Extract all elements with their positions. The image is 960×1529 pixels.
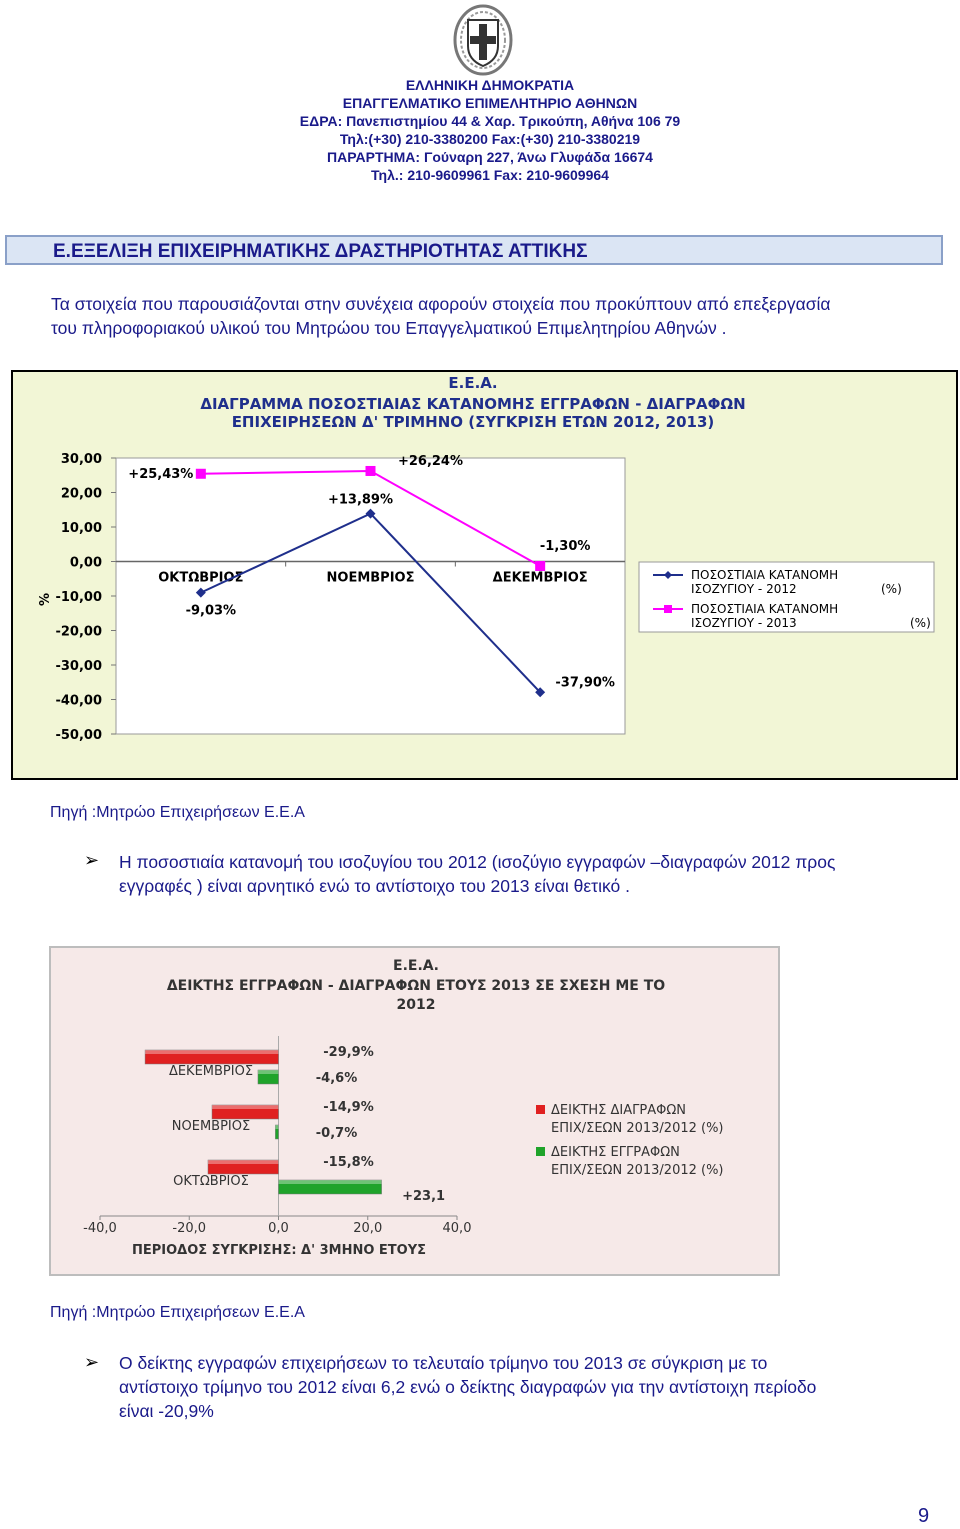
- x-category-label: ΝΟΕΜΒΡΙΟΣ: [326, 570, 415, 586]
- series-point: [196, 469, 206, 479]
- y-tick-label: -10,00: [55, 590, 102, 605]
- series-point: [366, 466, 376, 476]
- coat-of-arms-icon: [452, 2, 514, 76]
- data-label-red: -15,8%: [323, 1155, 374, 1170]
- bar-green-highlight: [258, 1070, 279, 1074]
- bar-red-highlight: [208, 1160, 279, 1164]
- balance-line-chart: [11, 370, 958, 780]
- legend-label: ΕΠΙΧ/ΣΕΩΝ 2013/2012 (%): [551, 1163, 724, 1178]
- bar-red-highlight: [212, 1105, 278, 1109]
- y-tick-label: 10,00: [60, 521, 102, 536]
- data-label: -1,30%: [539, 538, 591, 554]
- header-line-5: ΠΑΡΑΡΤΗΜΑ: Γούναρη 227, Άνω Γλυφάδα 16674: [327, 149, 653, 165]
- bullet-arrow-icon: ➢: [84, 1352, 100, 1372]
- bar-red-highlight: [145, 1050, 278, 1054]
- chart-title-line: 2012: [396, 997, 436, 1013]
- legend-label: ΙΣΟΖΥΓΙΟΥ - 2012: [691, 582, 797, 596]
- legend-swatch: [536, 1147, 545, 1156]
- legend-label: ΔΕΙΚΤΗΣ ΕΓΓΡΑΦΩΝ: [551, 1145, 680, 1160]
- data-label: +25,43%: [128, 466, 194, 482]
- y-tick-label: 0,00: [69, 555, 102, 571]
- data-label: -37,90%: [555, 675, 615, 691]
- data-label: +13,89%: [327, 492, 394, 508]
- x-tick-label: -20,0: [172, 1221, 207, 1236]
- x-category-label: ΔΕΚΕΜΒΡΙΟΣ: [492, 570, 588, 586]
- data-label-green: +23,1: [402, 1189, 446, 1204]
- legend-label-unit: (%): [910, 616, 931, 630]
- chart-title-line: Ε.Ε.Α.: [448, 374, 498, 392]
- bar-green-highlight: [279, 1180, 382, 1184]
- header-line-4: Τηλ:(+30) 210-3380200 Fax:(+30) 210-3380219: [339, 131, 641, 147]
- y-tick-label: -30,00: [55, 659, 102, 674]
- bullet-1-line-2: εγγραφές ) είναι αρνητικό ενώ το αντίστοιχο του 2013 είναι θετικό .: [119, 876, 630, 896]
- header-line-2: ΕΠΑΓΓΕΛΜΑΤΙΚΟ ΕΠΙΜΕΛΗΤΗΡΙΟ ΑΘΗΝΩΝ: [342, 95, 638, 111]
- intro-line-1: Τα στοιχεία που παρουσιάζονται στην συνέχεια αφορούν στοιχεία που προκύπτουν από επεξεργασία: [51, 294, 831, 314]
- section-title: Ε.ΕΞΕΛΙΞΗ ΕΠΙΧΕΙΡΗΜΑΤΙΚΗΣ ΔΡΑΣΤΗΡΙΟΤΗΤΑΣ ΑΤΤΙΚΗΣ: [53, 241, 588, 262]
- x-tick-label: 40,0: [442, 1221, 472, 1236]
- legend-label: ΠΟΣΟΣΤΙΑΙΑ ΚΑΤΑΝΟΜΗ: [691, 602, 839, 616]
- legend-label: ΔΕΙΚΤΗΣ ΔΙΑΓΡΑΦΩΝ: [551, 1103, 687, 1118]
- intro-line-2: του πληροφοριακού υλικού του Μητρώου του Επαγγελματικού Επιμελητηρίου Αθηνών .: [51, 318, 727, 338]
- x-axis-title: ΠΕΡΙΟΔΟΣ ΣΥΓΚΡΙΣΗΣ: Δ' 3ΜΗΝΟ ΕΤΟΥΣ: [131, 1243, 427, 1258]
- data-label-green: -4,6%: [315, 1071, 358, 1086]
- chart-title-line: Ε.Ε.Α.: [393, 958, 439, 974]
- data-label-red: -14,9%: [323, 1100, 374, 1115]
- header-line-1: ΕΛΛΗΝΙΚΗ ΔΗΜΟΚΡΑΤΙΑ: [405, 77, 575, 93]
- y-category-label: ΔΕΚΕΜΒΡΙΟΣ: [168, 1064, 254, 1079]
- x-category-label: ΟΚΤΩΒΡΙΟΣ: [158, 570, 244, 586]
- series-point: [535, 561, 545, 571]
- legend-swatch-marker: [664, 605, 672, 613]
- bar-green-highlight: [275, 1125, 278, 1129]
- y-tick-label: -20,00: [55, 624, 102, 640]
- data-label: +26,24%: [397, 453, 464, 469]
- bullet-2-line-1: Ο δείκτης εγγραφών επιχειρήσεων το τελευταίο τρίμηνο του 2013 σε σύγκριση με το: [119, 1353, 768, 1373]
- x-tick-label: 0,0: [268, 1221, 289, 1236]
- index-bar-chart-svg: [51, 948, 778, 1274]
- y-tick-label: -50,00: [55, 728, 102, 743]
- y-tick-label: 20,00: [60, 486, 102, 502]
- y-category-label: ΝΟΕΜΒΡΙΟΣ: [171, 1119, 251, 1134]
- source-note-2: Πηγή :Μητρώο Επιχειρήσεων Ε.Ε.Α: [50, 1304, 305, 1321]
- bullet-1-line-1: Η ποσοστιαία κατανομή του ισοζυγίου του 2012 (ισοζύγιο εγγραφών –διαγραφών 2012 προς: [119, 852, 836, 872]
- section-title-bar: [5, 235, 943, 265]
- header-line-6: Τηλ.: 210-9609961 Fax: 210-9609964: [371, 167, 609, 183]
- x-tick-label: 20,0: [353, 1221, 383, 1236]
- index-bar-chart: [49, 946, 780, 1276]
- legend-label: ΙΣΟΖΥΓΙΟΥ - 2013: [691, 616, 797, 630]
- balance-line-chart-svg: [13, 372, 956, 778]
- header-line-3: ΕΔΡΑ: Πανεπιστημίου 44 & Χαρ. Τρικούπη, Αθήνα 106 79: [299, 113, 681, 129]
- bullet-2-line-2: αντίστοιχο τρίμηνο του 2012 είναι 6,2 ενώ ο δείκτης διαγραφών για την αντίστοιχη περίοδο: [119, 1377, 817, 1397]
- chart-title-line: ΔΕΙΚΤΗΣ ΕΓΓΡΑΦΩΝ - ΔΙΑΓΡΑΦΩΝ ΕΤΟΥΣ 2013 ΣΕ ΣΧΕΣΗ ΜΕ ΤΟ: [166, 978, 666, 994]
- data-label-red: -29,9%: [323, 1045, 374, 1060]
- y-tick-label: -40,00: [55, 693, 102, 709]
- y-tick-label: 30,00: [60, 452, 102, 467]
- legend-label-unit: (%): [881, 582, 902, 596]
- legend-label: ΕΠΙΧ/ΣΕΩΝ 2013/2012 (%): [551, 1121, 724, 1136]
- y-axis-label: %: [38, 592, 53, 606]
- data-label-green: -0,7%: [315, 1126, 358, 1141]
- chart-title-line: ΕΠΙΧΕΙΡΗΣΕΩΝ Δ' ΤΡΙΜΗΝΟ (ΣΥΓΚΡΙΣΗ ΕΤΩΝ 2012, 2013): [231, 413, 715, 431]
- data-label: -9,03%: [185, 603, 237, 619]
- x-tick-label: -40,0: [83, 1221, 117, 1236]
- source-note-1: Πηγή :Μητρώο Επιχειρήσεων Ε.Ε.Α: [50, 804, 305, 821]
- legend-label: ΠΟΣΟΣΤΙΑΙΑ ΚΑΤΑΝΟΜΗ: [691, 568, 839, 582]
- legend-swatch: [536, 1105, 545, 1114]
- chart-title-line: ΔΙΑΓΡΑΜΜΑ ΠΟΣΟΣΤΙΑΙΑΣ ΚΑΤΑΝΟΜΗΣ ΕΓΓΡΑΦΩΝ - ΔΙΑΓΡΑΦΩΝ: [200, 395, 746, 413]
- bullet-arrow-icon: ➢: [84, 850, 100, 870]
- page-number: 9: [918, 1505, 930, 1527]
- y-category-label: ΟΚΤΩΒΡΙΟΣ: [173, 1174, 249, 1189]
- bullet-2-line-3: είναι -20,9%: [119, 1401, 214, 1421]
